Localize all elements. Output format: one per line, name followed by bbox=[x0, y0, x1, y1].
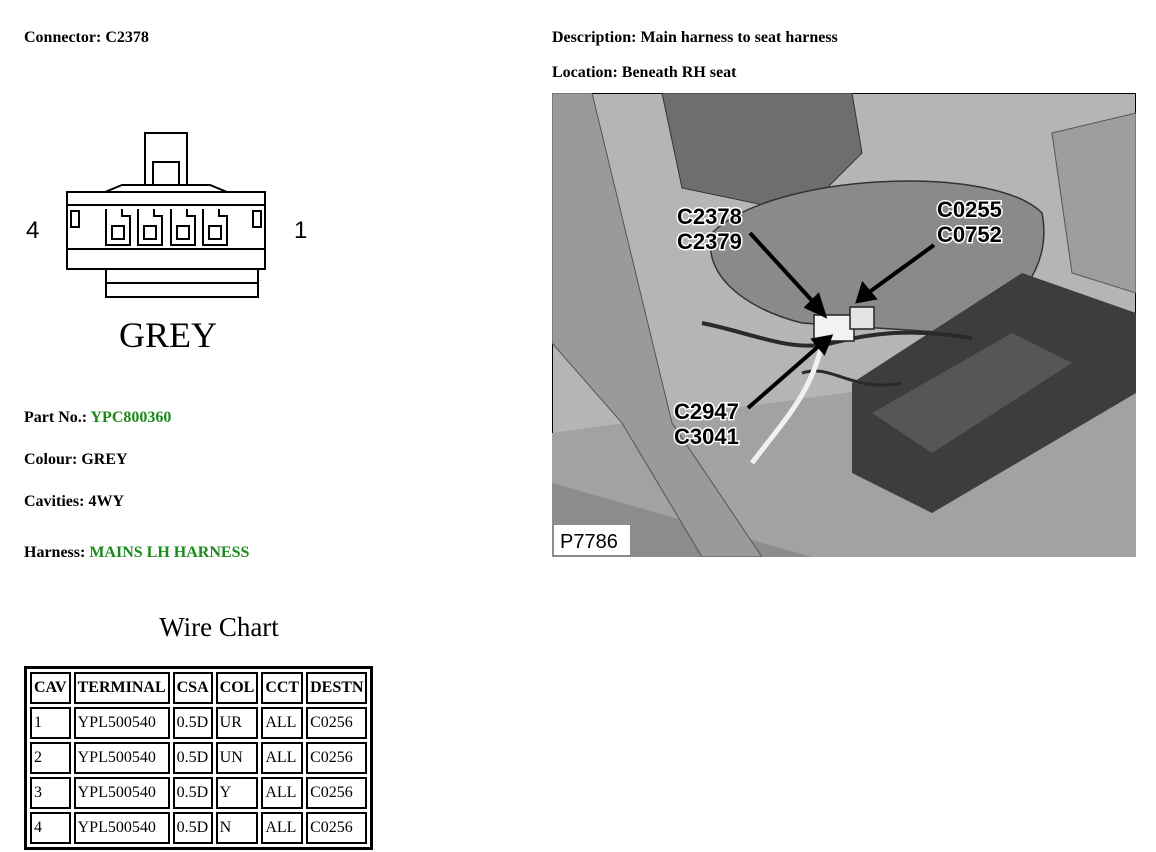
table-row: 1 YPL500540 0.5D UR ALL C0256 bbox=[30, 707, 367, 739]
location-photo bbox=[552, 93, 1136, 557]
table-header-row bbox=[30, 672, 367, 704]
table-row: 4 YPL500540 0.5D N ALL C0256 bbox=[30, 812, 367, 844]
callout-c2379: C2379 bbox=[677, 229, 742, 254]
cavities-line: Cavities: 4WY bbox=[24, 493, 124, 510]
col-csa: CSA bbox=[173, 672, 213, 704]
description: Description: Main harness to seat harness bbox=[552, 29, 838, 46]
callout-c2378: C2378 bbox=[677, 204, 742, 229]
table-row: 2 YPL500540 0.5D UN ALL C0256 bbox=[30, 742, 367, 774]
callout-c3041: C3041 bbox=[674, 424, 739, 449]
part-number: Part No.: YPC800360 bbox=[24, 409, 172, 426]
callout-c0752: C0752 bbox=[937, 222, 1002, 247]
col-cct: CCT bbox=[261, 672, 303, 704]
colour-caption: GREY bbox=[119, 315, 217, 355]
callout-c0255: C0255 bbox=[937, 197, 1002, 222]
col-terminal: TERMINAL bbox=[74, 672, 170, 704]
connector-diagram bbox=[20, 125, 320, 365]
col-cav: CAV bbox=[30, 672, 71, 704]
connector-latch bbox=[145, 133, 187, 185]
pin-1-label: 1 bbox=[294, 217, 308, 244]
callout-c2947: C2947 bbox=[674, 399, 739, 424]
connector-body bbox=[67, 192, 265, 269]
connector-id: Connector: C2378 bbox=[24, 29, 149, 46]
cavity-2 bbox=[171, 209, 195, 245]
harness-link[interactable]: MAINS LH HARNESS bbox=[89, 544, 250, 561]
col-destn: DESTN bbox=[306, 672, 367, 704]
location: Location: Beneath RH seat bbox=[552, 64, 737, 81]
cavity-1 bbox=[203, 209, 227, 245]
harness-line: Harness: MAINS LH HARNESS bbox=[24, 544, 250, 561]
table-row: 3 YPL500540 0.5D Y ALL C0256 bbox=[30, 777, 367, 809]
col-col: COL bbox=[216, 672, 259, 704]
cavity-3 bbox=[138, 209, 162, 245]
cavity-4 bbox=[106, 209, 130, 245]
part-number-link[interactable]: YPC800360 bbox=[90, 409, 172, 426]
wire-chart-table bbox=[24, 666, 373, 850]
pin-4-label: 4 bbox=[26, 217, 40, 244]
wire-chart-title: Wire Chart bbox=[159, 612, 279, 642]
photo-ref: P7786 bbox=[560, 531, 618, 553]
colour-line: Colour: GREY bbox=[24, 451, 128, 468]
